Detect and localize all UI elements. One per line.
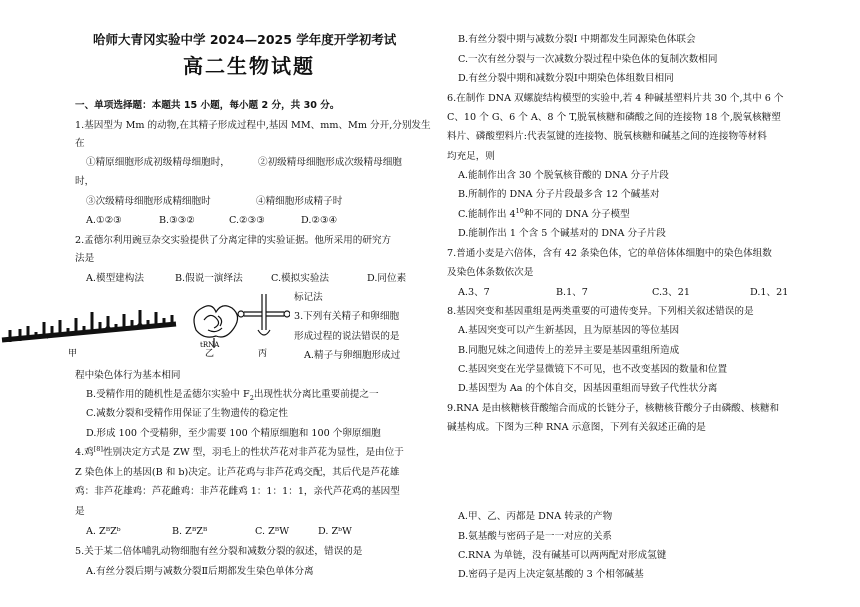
- q5-option-b: B.有丝分裂中期与减数分裂Ⅰ 中期都发生同源染色体联会: [458, 34, 696, 45]
- q5-option-d: D.有丝分裂中期和减数分裂Ⅰ中期染色体组数目相同: [458, 73, 674, 84]
- q2-option-d: D.同位素: [367, 273, 407, 284]
- figure-label-bing: 丙: [258, 349, 268, 359]
- q9-stem-line1: 9.RNA 是由核糖核苷酸缩合而成的长链分子，核糖核苷酸分子由磷酸、核糖和: [447, 403, 780, 414]
- q6-option-a: A.能制作出含 30 个脱氧核苷酸的 DNA 分子片段: [458, 170, 669, 181]
- q7-option-b: B.1、7: [556, 287, 588, 298]
- q1-item-4: ④精细胞形成精子时: [256, 196, 343, 207]
- q6-stem-line3: 料片、磷酸塑料片:代表氢键的连接物、脱氧核糖和碱基之间的连接物等材料: [447, 131, 767, 142]
- q6-option-d: D.能制作出 1 个含 5 个碱基对的 DNA 分子片段: [458, 228, 666, 239]
- q7-stem-line2: 及染色体条数依次是: [447, 267, 534, 278]
- mrna-diagram: [2, 310, 176, 342]
- q6-option-b: B.所制作的 DNA 分子片段最多含 12 个碱基对: [458, 189, 660, 200]
- q4-option-d: D. ZᵇW: [318, 526, 352, 537]
- q8-stem: 8.基因突变和基因重组是两类重要的可遗传变异。下列相关叙述错误的是: [447, 306, 754, 317]
- subject-title: 高二生物试题: [183, 54, 315, 78]
- q9-option-d: D.密码子是丙上决定氨基酸的 3 个相邻碱基: [458, 569, 644, 580]
- q9-option-c: C.RNA 为单链，没有碱基可以两两配对形成氢键: [458, 550, 667, 561]
- q9-option-a: A.甲、乙、丙都是 DNA 转录的产物: [458, 511, 613, 522]
- q2-option-d-cont: 标记法: [294, 292, 323, 303]
- q4-option-b: B. ZᴮZᴮ: [172, 526, 208, 537]
- q1-item-1: ①精原细胞形成初级精母细胞时，: [86, 157, 230, 168]
- q3-option-d: D.形成 100 个受精卵，至少需要 100 个精原细胞和 100 个卵原细胞: [86, 428, 381, 439]
- q6-stem-line2: C、10 个 G、6 个 A、8 个 T,脱氧核糖和磷酸之间的连接物 18 个,脱氧核糖塑: [447, 112, 781, 123]
- q2-option-a: A.模型建构法: [86, 273, 144, 284]
- trna-diagram: [238, 294, 290, 335]
- q1-stem-line2: 在: [75, 138, 85, 149]
- q3-option-a-cont: 程中染色体行为基本相同: [75, 370, 181, 381]
- q7-option-d: D.1、21: [750, 287, 789, 298]
- q4-stem-line2: Z 染色体上的基因(B 和 b)决定。让芦花鸡与非芦花鸡交配，其后代是芦花雄: [75, 467, 400, 478]
- exam-title: 哈师大青冈实验中学 2024—2025 学年度开学初考试: [93, 32, 397, 47]
- q7-option-a: A.3、7: [458, 287, 490, 298]
- q6-stem-line1: 6.在制作 DNA 双螺旋结构模型的实验中,若 4 种碱基塑料片共 30 个,其中 6 个: [447, 93, 784, 104]
- q6-option-c: C.能制作出 $4^{10}$种不同的 DNA 分子模型: [458, 206, 630, 220]
- q4-option-c: C. ZᴮW: [255, 526, 290, 537]
- q7-option-c: C.3、21: [652, 287, 690, 298]
- q1-option-d: D.②③④: [301, 215, 338, 226]
- q3-option-a: A.精子与卵细胞形成过: [304, 350, 401, 361]
- q8-option-b: B.同胞兄妹之间遗传上的差异主要是基因重组所造成: [458, 345, 680, 356]
- q9-stem-line2: 碱基构成。下图为三种 RNA 示意图，下列有关叙述正确的是: [447, 422, 706, 433]
- q2-option-b: B.假说一演绎法: [175, 273, 243, 284]
- q4-stem-line1: 4.鸡[8]性别决定方式是 ZW 型，羽毛上的性状芦花对非芦花为显性，是由位于: [75, 444, 404, 458]
- q2-stem-line1: 2.孟德尔利用豌豆杂交实验提供了分离定律的实验证据。他所采用的研究方: [75, 235, 392, 246]
- q1-option-a: A.①②③: [86, 215, 122, 226]
- q2-stem-line2: 法是: [75, 253, 95, 264]
- q3-option-b: B.受精作用的随机性是孟德尔实验中 $F_2$出现性状分离比重要前提之一: [86, 389, 379, 402]
- q3-stem-line2: 形成过程的说法错误的是: [294, 331, 400, 342]
- q1-stem-line1: 1.基因型为 Mm 的动物,在其精子形成过程中,基因 MM、mm、Mm 分开,分别发生: [75, 120, 431, 131]
- q8-option-a: A.基因突变可以产生新基因，且为原基因的等位基因: [458, 325, 680, 336]
- q1-item-2-cont: 时，: [75, 176, 95, 187]
- q1-option-b: B.③③②: [159, 215, 195, 226]
- q5-option-c: C.一次有丝分裂与一次减数分裂过程中染色体的复制次数相同: [458, 54, 718, 65]
- q1-item-3: ③次级精母细胞形成精细胞时: [86, 196, 211, 207]
- figure-label-yi: 乙: [205, 349, 215, 359]
- rna-figure: [0, 290, 290, 362]
- q5-option-a: A.有丝分裂后期与减数分裂Ⅱ后期都发生染色单体分离: [86, 566, 314, 577]
- q9-option-b: B.氨基酸与密码子是一一对应的关系: [458, 531, 613, 542]
- q4-stem-line4: 是: [75, 506, 85, 517]
- q4-option-a: A. ZᴮZᵇ: [86, 526, 121, 537]
- q5-stem: 5.关于某二倍体哺乳动物细胞有丝分裂和减数分裂的叙述，错误的是: [75, 546, 363, 557]
- q8-option-d: D.基因型为 Aa 的个体自交，因基因重组而导致子代性状分离: [458, 383, 718, 394]
- section-heading: 一、单项选择题：本题共 15 小题，每小题 2 分，共 30 分。: [75, 100, 340, 111]
- q2-option-c: C.模拟实验法: [271, 273, 330, 284]
- q1-item-2: ②初级精母细胞形成次级精母细胞: [258, 157, 402, 168]
- figure-label-jia: 甲: [68, 349, 78, 359]
- q7-stem-line1: 7.普通小麦是六倍体，含有 42 条染色体，它的单倍体体细胞中的染色体组数: [447, 248, 772, 259]
- q3-stem-line1: 3.下列有关精子和卵细胞: [294, 311, 400, 322]
- q4-stem-line3: 鸡：非芦花雄鸡：芦花雌鸡：非芦花雌鸡 1：1：1：1，亲代芦花鸡的基因型: [75, 486, 400, 497]
- q1-option-c: C.②③③: [229, 215, 265, 226]
- q3-option-c: C.减数分裂和受精作用保证了生物遗传的稳定性: [86, 408, 288, 419]
- q6-stem-line4: 均充足，则: [447, 151, 495, 162]
- q8-option-c: C.基因突变在光学显微镜下不可见，也不改变基因的数量和位置: [458, 364, 728, 375]
- figure-label-trna: tRNA: [200, 341, 220, 349]
